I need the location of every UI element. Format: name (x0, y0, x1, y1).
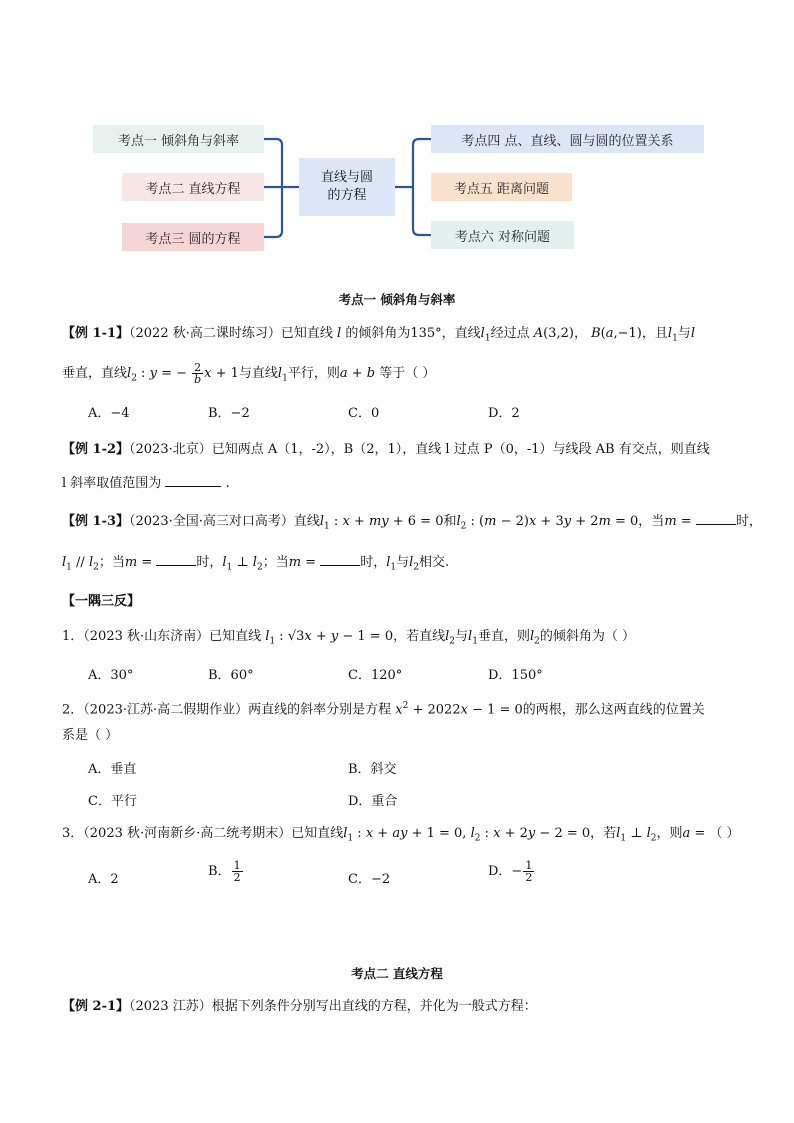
example-2-1-line: 【例 2-1】（2023 江苏）根据下列条件分别写出直线的方程，并化为一般式方程： (62, 999, 537, 1014)
question-3-option-a: A．2 (88, 872, 119, 887)
mindmap-center-node (299, 158, 395, 216)
question-2-option-a: A．垂直 (88, 762, 137, 777)
center-line-2: 的方程 (327, 188, 367, 203)
mindmap-node-6: 考点六 对称问题 (431, 221, 574, 249)
question-1-option-a: A．30° (88, 668, 134, 683)
question-1-option-b: B．60° (208, 668, 254, 683)
question-3-option-b: B． $\frac{1}{2}$ (208, 859, 241, 884)
question-2-stem-2: 系是（ ） (62, 728, 119, 743)
question-3-stem: 3．（2023 秋·河南新乡·高二统考期末）已知直线$l_1$ : x + ay + 1 = 0, $l_2$ : x + 2y − 2 = 0，若$l_1$ ⊥ $l_2$，则a = （ ） (62, 826, 740, 844)
question-3-option-d: D．− $\frac{1}{2}$ (488, 859, 533, 884)
mindmap-node-4: 考点四 点、直线、圆与圆的位置关系 (431, 125, 704, 153)
question-1-option-d: D．150° (488, 668, 543, 683)
mindmap-node-2: 考点二 直线方程 (122, 173, 264, 201)
question-1-option-c: C．120° (348, 668, 403, 683)
example-1-3-line-1: 【例 1-3】（2023·全国·高三对口高考）直线$l_1$ : x + my + 6 = 0和$l_2$ : (m − 2)x + 3y + 2m = 0，当m = 时， (62, 514, 762, 532)
question-3-option-c: C．−2 (348, 872, 391, 887)
example-1-1-line-2: 垂直，直线$l_2$ : y = − $\frac{2}{b}$ x + 1与直线$l_1$平行，则a + b 等于（ ） (62, 361, 436, 386)
example-1-2-line-1: 【例 1-2】（2023·北京）已知两点 A（1，-2），B（2，1），直线 l 过点 P（0，-1）与线段 AB 有交点，则直线 (62, 442, 710, 457)
section-1-title: 考点一 倾斜角与斜率 (338, 292, 456, 307)
example-1-1-option-c: C．0 (348, 406, 380, 421)
question-2-option-d: D．重合 (348, 794, 398, 809)
example-1-1-option-d: D．2 (488, 406, 520, 421)
example-1-1-option-a: A．−4 (88, 406, 130, 421)
section-2-title: 考点二 直线方程 (351, 966, 443, 981)
mindmap-node-1: 考点一 倾斜角与斜率 (93, 125, 264, 153)
question-2-option-c: C．平行 (88, 794, 137, 809)
question-2-stem-1: 2．（2023·江苏·高二假期作业）两直线的斜率分别是方程 $x^2 + 2022x - 1 = 0$的两根，那么这两直线的位置关 (62, 701, 705, 718)
mindmap-node-5: 考点五 距离问题 (431, 173, 572, 201)
example-1-3-line-2: $l_1 // l_2$；当m = 时，$l_1$ ⊥ $l_2$；当m = 时，$l_1$与$l_2$相交. (62, 555, 450, 573)
mindmap-node-3: 考点三 圆的方程 (122, 223, 264, 251)
yijusanfan-heading: 【一隅三反】 (62, 594, 141, 609)
question-2-option-b: B．斜交 (348, 762, 397, 777)
example-1-2-line-2: l 斜率取值范围为 . (62, 476, 230, 491)
example-1-1-line-1: 【例 1-1】（2022 秋·高二课时练习）已知直线 l 的倾斜角为135°，直线$l_1$经过点 A(3,2)， B(a,−1)，且$l_1$与l (62, 326, 695, 344)
center-line-1: 直线与圆 (320, 170, 373, 185)
question-1-stem: 1．（2023 秋·山东济南）已知直线 $l_1$ : √3x + y − 1 = 0，若直线$l_2$与$l_1$垂直，则$l_2$的倾斜角为（ ） (62, 629, 636, 647)
example-1-1-option-b: B．−2 (208, 406, 250, 421)
